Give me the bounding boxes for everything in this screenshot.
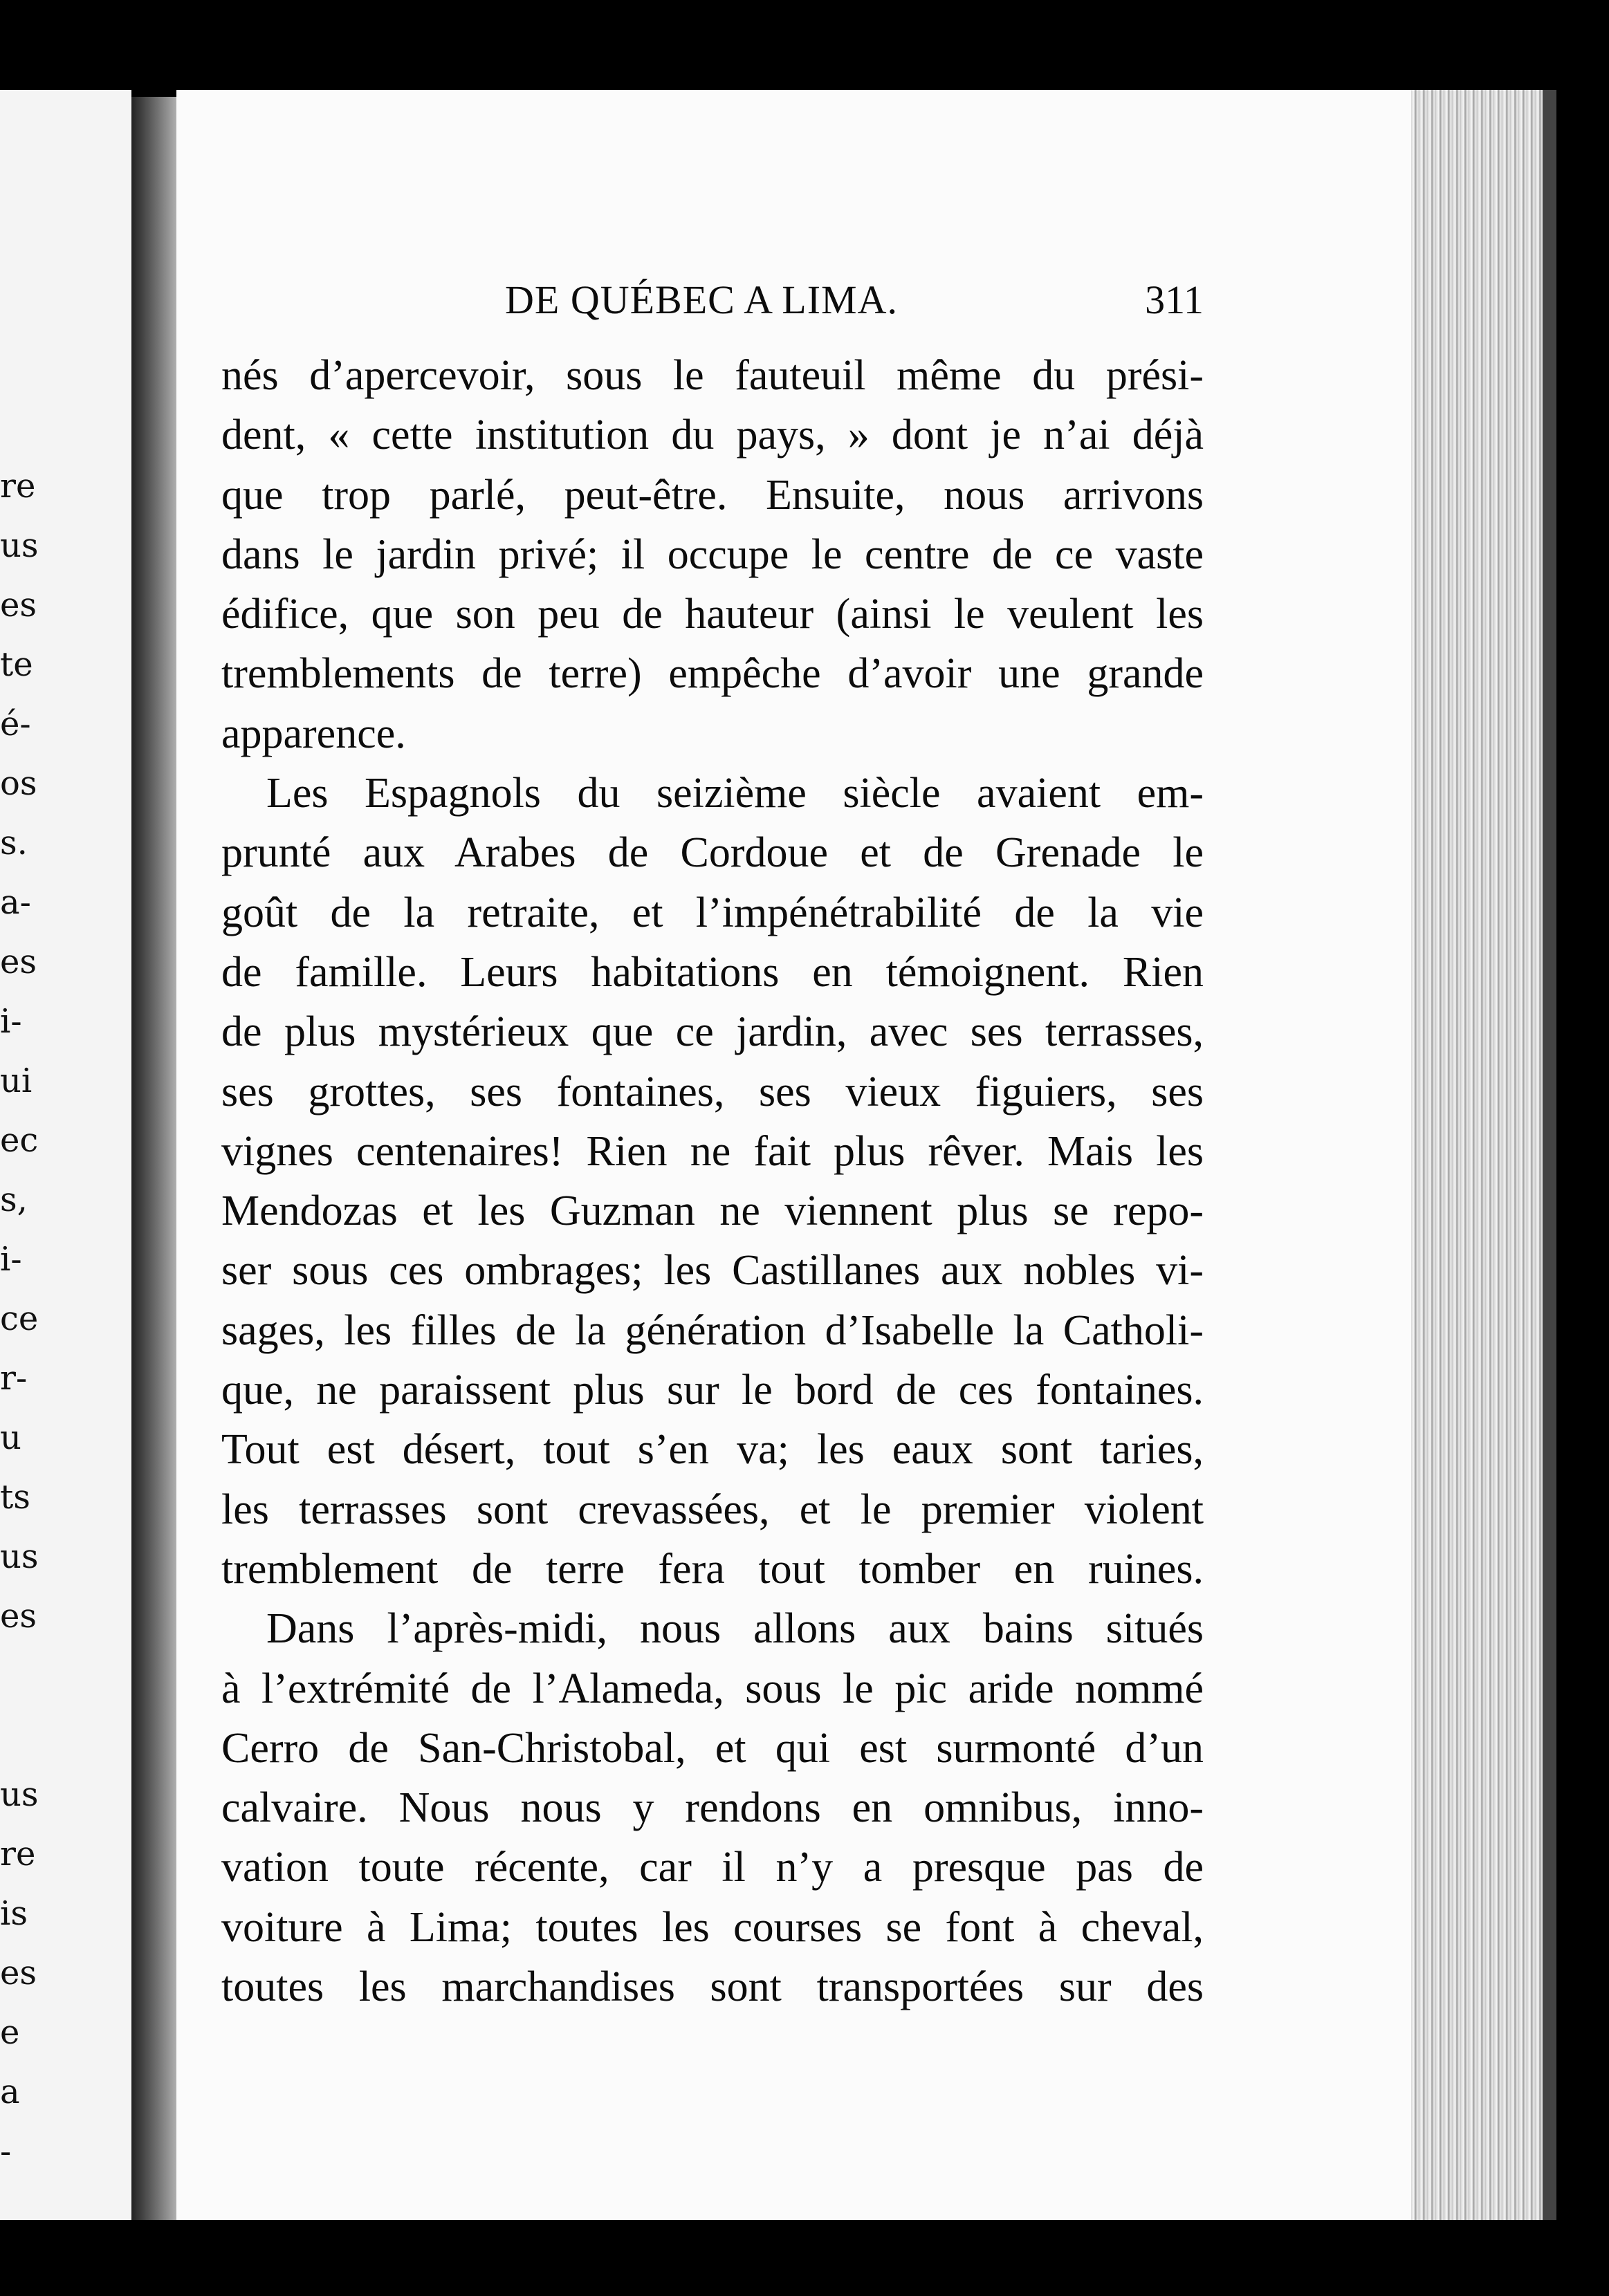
paragraph [221, 763, 1204, 1599]
facing-page-line-ending: u [0, 1418, 21, 1457]
facing-page-line-ending: is [0, 1894, 28, 1933]
facing-page-line-ending: us [0, 526, 39, 565]
text-line: toutes les marchandises sont transportées sur des [221, 1963, 1204, 2011]
facing-page-line-ending: us [0, 1775, 39, 1814]
text-line: Mendozas et les Guzman ne viennent plus se repo- [221, 1187, 1204, 1235]
facing-page-line-ending: re [0, 1835, 36, 1873]
facing-page-fragment [0, 90, 131, 2220]
facing-page-line-ending: es [0, 1597, 37, 1636]
page-stack-shadow [1543, 90, 1556, 2220]
facing-page-line-ending [0, 1646, 48, 1765]
text-line: tremblements de terre) empêche d’avoir une grande [221, 650, 1204, 698]
facing-page-line-ending: a [0, 2073, 20, 2111]
facing-page-line-ending: te [0, 645, 33, 684]
text-line: dans le jardin privé; il occupe le centre de ce vaste [221, 530, 1204, 578]
facing-page-line-ending: - [0, 2132, 12, 2171]
facing-page-line-ending: os [0, 764, 37, 803]
text-line: apparence. [221, 710, 406, 757]
facing-page-line-ending: es [0, 943, 37, 981]
text-line: nés d’apercevoir, sous le fauteuil même du prési- [221, 352, 1204, 399]
facing-page-line-ending: i- [0, 1240, 22, 1279]
facing-page-line-ending: e [0, 2013, 20, 2052]
text-line: tremblement de terre fera tout tomber en ruines. [221, 1545, 1204, 1593]
text-line: à l’extrémité de l’Alameda, sous le pic aride nommé [221, 1665, 1204, 1712]
facing-page-line-ending: i- [0, 1002, 22, 1041]
text-line: calvaire. Nous nous y rendons en omnibus, inno- [221, 1784, 1204, 1832]
text-line: dent, « cette institution du pays, » dont je n’ai déjà [221, 411, 1204, 459]
text-line: Cerro de San-Christobal, et qui est surmonté d’un [221, 1724, 1204, 1772]
facing-page-line-endings [0, 456, 48, 2181]
page-number: 311 [1145, 277, 1204, 322]
facing-page-line-ending: a- [0, 883, 31, 922]
text-line: ses grottes, ses fontaines, ses vieux figuiers, ses [221, 1068, 1204, 1115]
facing-page-line-ending: s, [0, 1181, 28, 1219]
body-text [221, 346, 1204, 2017]
text-line: de famille. Leurs habitations en témoignent. Rien [221, 948, 1204, 996]
facing-page-line-ending: ce [0, 1299, 39, 1338]
text-line: Tout est désert, tout s’en va; les eaux sont taries, [221, 1426, 1204, 1474]
text-line: ser sous ces ombrages; les Castillanes aux nobles vi- [221, 1247, 1204, 1295]
text-line: édifice, que son peu de hauteur (ainsi le veulent les [221, 591, 1204, 638]
facing-page-line-ending: ui [0, 1062, 33, 1100]
facing-page-line-ending: re [0, 467, 36, 506]
text-line: que, ne paraissent plus sur le bord de ces fontaines. [221, 1367, 1204, 1414]
text-line: voiture à Lima; toutes les courses se font à cheval, [221, 1903, 1204, 1951]
running-head [221, 277, 1204, 325]
text-line: que trop parlé, peut-être. Ensuite, nous arrivons [221, 471, 1204, 519]
facing-page-line-ending: s. [0, 824, 28, 862]
text-line: goût de la retraite, et l’impénétrabilité de la vie [221, 889, 1204, 936]
facing-page-line-ending: r- [0, 1359, 28, 1398]
facing-page-line-ending: ts [0, 1478, 30, 1517]
text-line: de plus mystérieux que ce jardin, avec ses terrasses, [221, 1008, 1204, 1056]
text-line: Dans l’après-midi, nous allons aux bains situés [266, 1605, 1204, 1653]
text-line: vignes centenaires! Rien ne fait plus rêver. Mais les [221, 1127, 1204, 1175]
paragraph [221, 1599, 1204, 2017]
text-line: vation toute récente, car il n’y a presque pas de [221, 1844, 1204, 1891]
book-gutter-shadow [131, 97, 180, 2220]
facing-page-line-ending: ec [0, 1121, 39, 1160]
paragraph [221, 346, 1204, 763]
facing-page-line-ending: es [0, 1954, 37, 1992]
facing-page-line-ending: é- [0, 705, 31, 743]
running-title: DE QUÉBEC A LIMA. [505, 277, 898, 322]
text-line: les terrasses sont crevassées, et le premier violent [221, 1485, 1204, 1533]
text-line: sages, les filles de la génération d’Isabelle la Catholi- [221, 1306, 1204, 1354]
facing-page-line-ending: us [0, 1537, 39, 1576]
text-line: prunté aux Arabes de Cordoue et de Grenade le [221, 829, 1204, 877]
text-line: Les Espagnols du seizième siècle avaient em- [266, 770, 1204, 817]
facing-page-line-ending: es [0, 586, 37, 624]
page-stack-edges [1411, 90, 1550, 2220]
